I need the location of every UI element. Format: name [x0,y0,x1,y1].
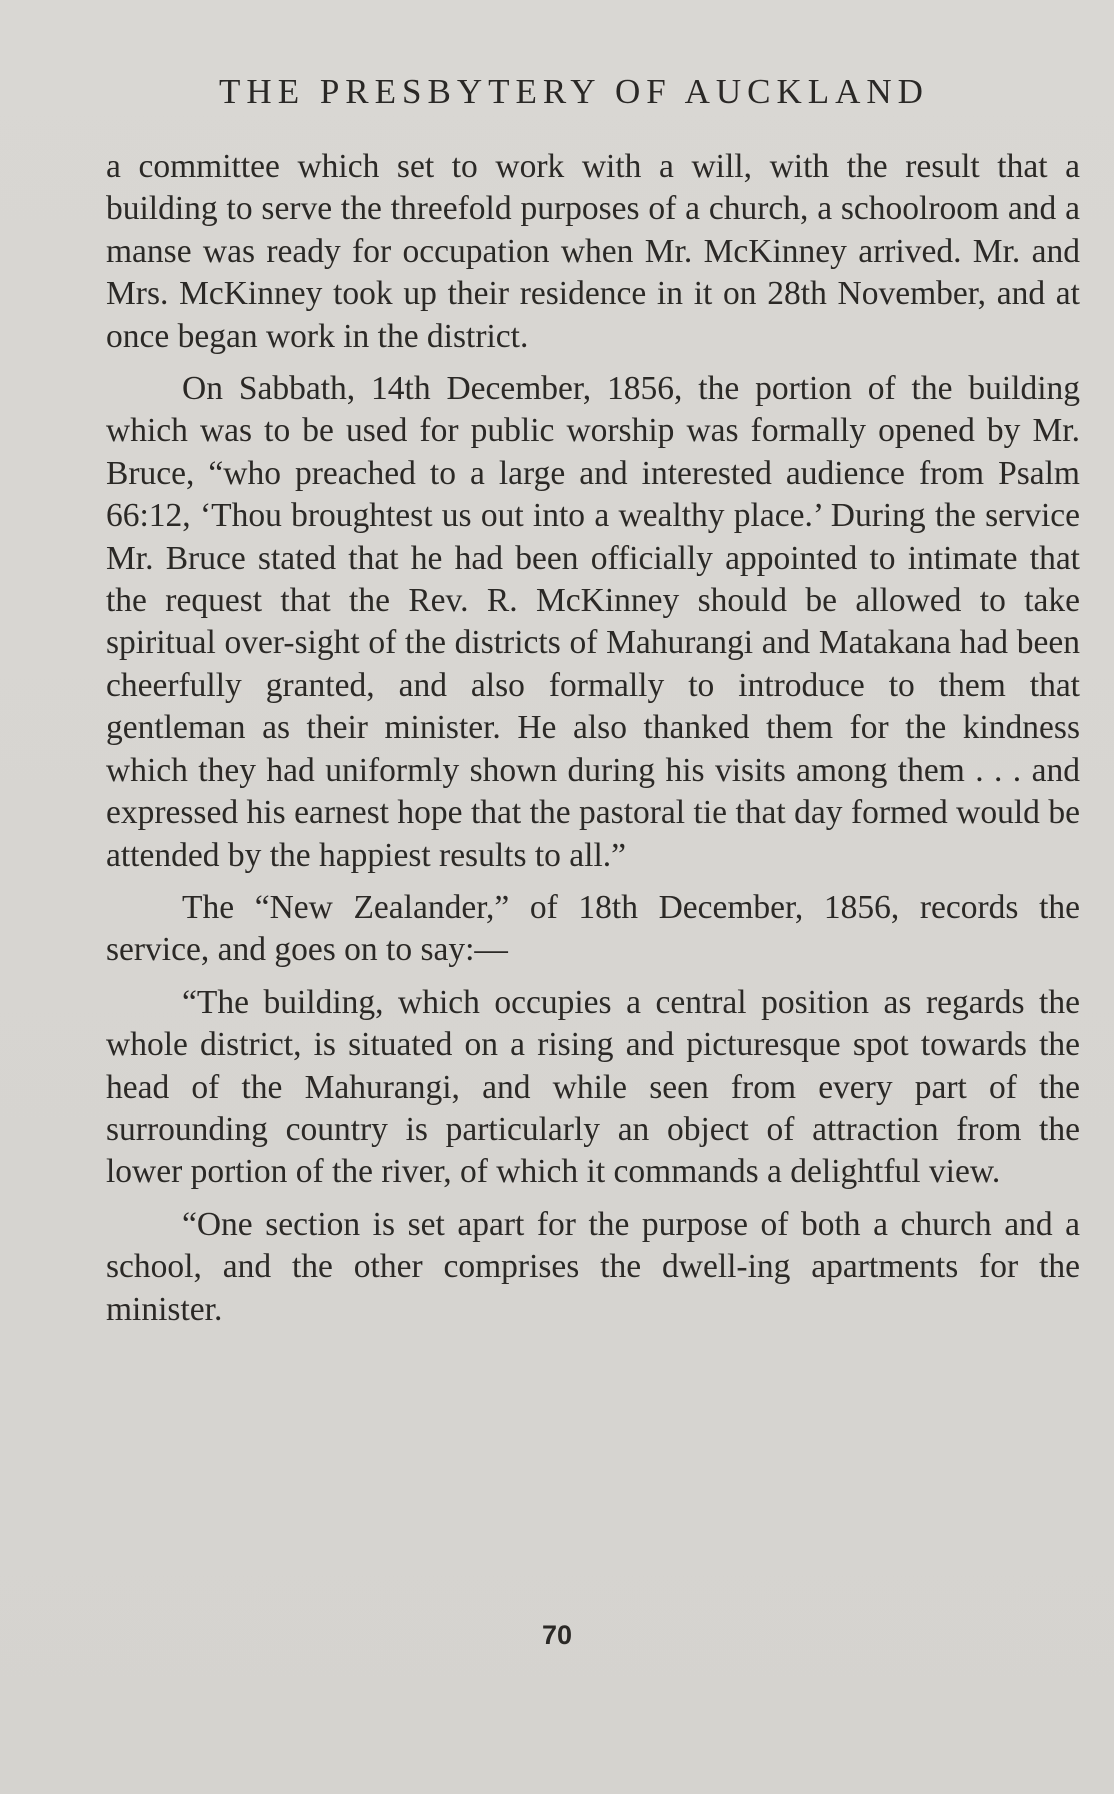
paragraph-5: “One section is set apart for the purpose of both a church and a school, and the other comprises the dwell-ing apartments for the minister. [106,1205,1080,1328]
paragraph-3: The “New Zealander,” of 18th December, 1856, records the service, and goes on to say:— [106,888,1080,969]
paragraph-2: On Sabbath, 14th December, 1856, the portion of the building which was to be used for public worship was formally opened by Mr. Bruce, “who preached to a large and interested audience from Psalm 66:12, ‘Thou broughtest us out into a wealthy place.’ During the service Mr. Bruce stated that he had been officially appointed to intimate that the request that the Rev. R. McKinney should be allowed to take spiritual over-sight of the districts of Mahurangi and Matakana had been cheerfully granted, and also formally to introduce to them that gentleman as their minister. He also thanked them for the kindness which they had uniformly shown during his visits among them . . . and expressed his earnest hope that the pastoral tie that day formed would be attended by the happiest results to all.” [106,370,1080,874]
paragraph-4: “The building, which occupies a central position as regards the whole district, is situated on a rising and picturesque spot towards the head of the Mahurangi, and while seen from every part of the surrounding country is particularly an object of attraction from the lower portion of the river, of which it commands a delightful view. [106,983,1080,1191]
page-body [106,146,1080,1331]
page-number: 70 [541,1620,573,1650]
paragraph-1: a committee which set to work with a will, with the result that a building to serve the threefold purposes of a church, a schoolroom and a manse was ready for occupation when Mr. McKinney arrived. Mr. and Mrs. McKinney took up their residence in it on 28th November, and at once began work in the district. [106,148,1080,355]
running-header: THE PRESBYTERY OF AUCKLAND [219,72,929,111]
